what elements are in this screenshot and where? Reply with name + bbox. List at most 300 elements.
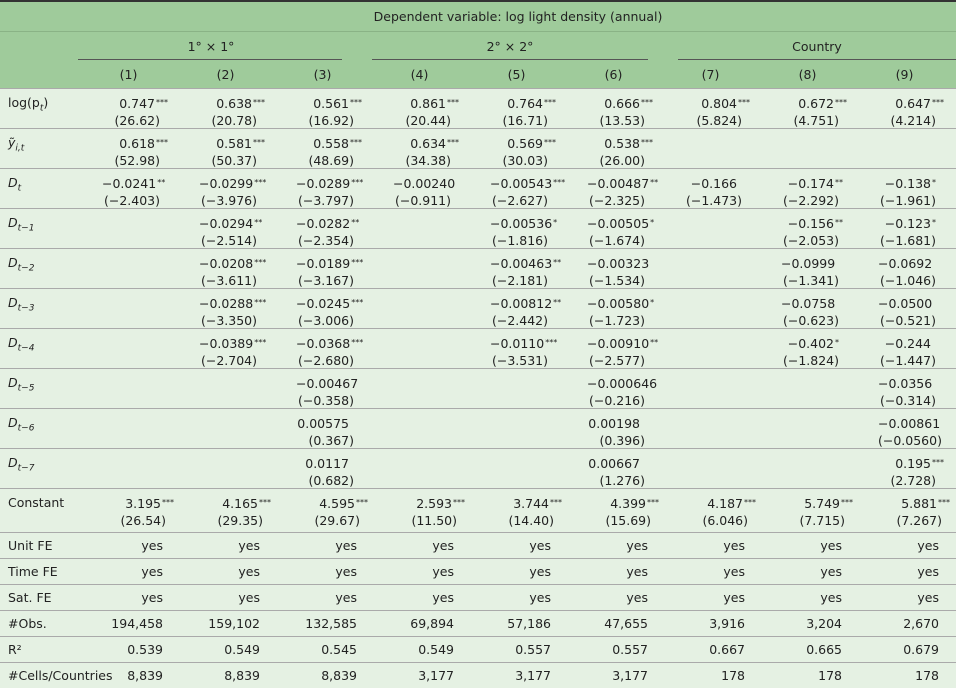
coefficient-value: 0.747 [119, 96, 155, 111]
coefficient-value: −0.0282 [296, 216, 351, 231]
table-cell: yes [917, 590, 939, 605]
row-label [0, 489, 80, 532]
significance-stars: * [932, 178, 936, 187]
table-cell [662, 129, 759, 168]
coefficient-block [587, 255, 650, 289]
coefficient-value: 3.744 [513, 496, 549, 511]
table-row [0, 662, 956, 688]
table-cell [856, 209, 953, 248]
row-label [0, 369, 80, 408]
table-cell: yes [432, 590, 454, 605]
table-cell [177, 129, 274, 168]
significance-stars: * [650, 298, 655, 307]
significance-stars: *** [447, 138, 459, 147]
coefficient-block [399, 495, 465, 529]
row-label-main: D [8, 375, 18, 390]
coefficient [684, 95, 750, 112]
row-label-main: D [8, 415, 18, 430]
row-label [0, 449, 80, 488]
coefficient [587, 415, 645, 432]
t-statistic: (26.00) [599, 153, 645, 168]
t-statistic: (−2.354) [297, 233, 354, 248]
table-cell [565, 409, 662, 448]
coefficient [878, 295, 936, 312]
coefficient-value: −0.166 [690, 176, 737, 191]
coefficient-block [302, 495, 368, 529]
table-cell: 0.549 [418, 642, 454, 657]
coefficient-value: −0.0208 [199, 256, 254, 271]
table-cell [274, 409, 371, 448]
coefficient-value: −0.00580 [587, 296, 650, 311]
coefficient-value: 0.804 [701, 96, 737, 111]
row-label-main: Constant [8, 495, 65, 510]
table-cell: yes [917, 564, 939, 579]
significance-stars: *** [744, 498, 756, 507]
column-number: (4) [410, 66, 429, 82]
table-cell [468, 289, 565, 328]
coefficient-block [490, 175, 566, 209]
t-statistic: (−1.723) [588, 313, 645, 328]
table-cell [662, 89, 759, 128]
coefficient-block [878, 455, 944, 489]
table-cell: 178 [721, 668, 745, 683]
t-statistic: (−3.797) [297, 193, 354, 208]
t-statistic: (15.69) [605, 513, 651, 528]
coefficient-block [878, 415, 942, 449]
coefficient [781, 295, 839, 312]
coefficient-block [490, 255, 562, 289]
row-label: Unit FE [8, 538, 53, 553]
row-label: #Obs. [8, 616, 47, 631]
t-statistic: (50.37) [211, 153, 257, 168]
coefficient-block [587, 95, 653, 129]
coefficient-value: −0.00543 [490, 176, 553, 191]
table-cell [856, 449, 953, 488]
table-cell [759, 449, 856, 488]
table-cell: 3,916 [709, 616, 745, 631]
significance-stars: *** [453, 498, 465, 507]
table-cell [371, 289, 468, 328]
coefficient-value: 0.764 [507, 96, 543, 111]
table-cell [662, 329, 759, 368]
table-row [0, 636, 956, 662]
row-label-subscript: t−6 [17, 423, 35, 434]
t-statistic: (0.396) [599, 433, 645, 448]
coefficient [199, 255, 267, 272]
table-row [0, 584, 956, 610]
coefficient-block [490, 95, 556, 129]
significance-stars: * [650, 218, 655, 227]
table-cell [759, 369, 856, 408]
coefficient-value: 0.561 [313, 96, 349, 111]
row-label-subscript: i,t [15, 143, 25, 154]
coefficient [878, 255, 936, 272]
coefficient-block [199, 215, 263, 249]
t-statistic: (−1.341) [782, 273, 839, 288]
t-statistic: (−3.531) [491, 353, 548, 368]
table-cell [177, 369, 274, 408]
coefficient [490, 135, 556, 152]
coefficient-block [878, 215, 936, 249]
significance-stars: *** [356, 498, 368, 507]
table-cell [468, 329, 565, 368]
coefficient-block [587, 135, 653, 169]
coefficient-block [296, 415, 354, 449]
t-statistic: (14.40) [508, 513, 554, 528]
coefficient-block [587, 175, 659, 209]
t-statistic: (−2.181) [491, 273, 548, 288]
coefficient [393, 175, 456, 192]
t-statistic: (29.67) [314, 513, 360, 528]
table-cell [856, 409, 953, 448]
t-statistic: (−3.006) [297, 313, 354, 328]
coefficient [787, 495, 853, 512]
table-cell: 132,585 [305, 616, 357, 631]
coefficient [102, 135, 168, 152]
table-cell [371, 169, 468, 208]
t-statistic: (2.728) [890, 473, 936, 488]
significance-stars: *** [254, 338, 267, 347]
row-label [0, 209, 80, 248]
coefficient-value: 0.569 [507, 136, 543, 151]
table-cell [856, 369, 953, 408]
column-number: (2) [216, 66, 235, 82]
t-statistic: (−2.442) [491, 313, 548, 328]
coefficient-value: 5.749 [804, 496, 840, 511]
significance-stars: *** [641, 98, 653, 107]
significance-stars: *** [253, 138, 265, 147]
coefficient [878, 95, 944, 112]
coefficient-block [587, 215, 655, 249]
table-cell [177, 169, 274, 208]
table-cell: 8,839 [224, 668, 260, 683]
coefficient-value: 0.634 [410, 136, 446, 151]
row-label-main: D [8, 295, 18, 310]
coefficient-block [878, 295, 936, 329]
coefficient-block [199, 335, 267, 369]
table-cell: 159,102 [208, 616, 260, 631]
coefficient-block [199, 255, 267, 289]
table-cell [274, 289, 371, 328]
table-cell [565, 209, 662, 248]
coefficient-block [781, 335, 839, 369]
coefficient-block [490, 135, 556, 169]
coefficient-value: −0.0110 [490, 336, 545, 351]
coefficient-block [102, 175, 166, 209]
column-number: (6) [604, 66, 623, 82]
t-statistic: (−0.314) [879, 393, 936, 408]
coefficient-block [490, 335, 558, 369]
coefficient-block [781, 175, 843, 209]
table-cell: 0.549 [224, 642, 260, 657]
coefficient-value: 5.881 [901, 496, 937, 511]
table-cell [80, 449, 177, 488]
table-cell [662, 289, 759, 328]
coefficient-value: −0.0999 [781, 256, 836, 271]
row-label-subscript: t−3 [17, 303, 35, 314]
header-row-column-numbers [0, 60, 956, 88]
coefficient-value: −0.00861 [878, 416, 941, 431]
t-statistic: (6.046) [702, 513, 748, 528]
table-cell: yes [529, 538, 551, 553]
table-row [0, 168, 956, 208]
table-row [0, 128, 956, 168]
coefficient-value: −0.0758 [781, 296, 836, 311]
coefficient-value: −0.0500 [878, 296, 933, 311]
table-cell [274, 489, 371, 532]
coefficient [393, 95, 459, 112]
coefficient [490, 335, 558, 352]
table-cell [80, 289, 177, 328]
significance-stars: *** [932, 98, 944, 107]
significance-stars: *** [351, 258, 364, 267]
row-label-subscript: t−5 [17, 383, 35, 394]
coefficient-block [587, 335, 659, 369]
coefficient-block [296, 135, 362, 169]
t-statistic: (−1.046) [879, 273, 936, 288]
table-cell [177, 409, 274, 448]
t-statistic: (−1.473) [685, 193, 742, 208]
t-statistic: (48.69) [308, 153, 354, 168]
coefficient-value: 0.195 [895, 456, 931, 471]
table-cell: yes [335, 590, 357, 605]
coefficient-value: 0.558 [313, 136, 349, 151]
coefficient-block [593, 495, 659, 529]
coefficient-block [781, 255, 839, 289]
coefficient-value: −0.00240 [393, 176, 456, 191]
table-cell: yes [917, 538, 939, 553]
table-cell [468, 449, 565, 488]
coefficient [878, 455, 944, 472]
table-cell [662, 449, 759, 488]
table-cell [80, 329, 177, 368]
table-cell [177, 89, 274, 128]
t-statistic: (−0.911) [394, 193, 451, 208]
table-cell: yes [820, 590, 842, 605]
t-statistic: (34.38) [405, 153, 451, 168]
coefficient [199, 335, 267, 352]
table-cell [759, 409, 856, 448]
significance-stars: *** [351, 338, 364, 347]
row-label [0, 289, 80, 328]
table-cell [856, 169, 953, 208]
table-row [0, 488, 956, 532]
table-cell [662, 209, 759, 248]
coefficient-block [884, 495, 950, 529]
t-statistic: (−3.350) [200, 313, 257, 328]
table-cell [371, 89, 468, 128]
table-cell: yes [432, 538, 454, 553]
coefficient-block [587, 375, 658, 409]
table-cell [759, 169, 856, 208]
table-cell [468, 409, 565, 448]
significance-stars: *** [544, 138, 556, 147]
significance-stars: *** [938, 498, 950, 507]
coefficient-block [199, 295, 267, 329]
coefficient [878, 375, 936, 392]
coefficient-block [587, 415, 645, 449]
table-cell [468, 129, 565, 168]
column-number: (7) [701, 66, 720, 82]
coefficient [490, 95, 556, 112]
significance-stars: ** [157, 178, 166, 187]
t-statistic: (20.44) [405, 113, 451, 128]
table-cell: 3,204 [806, 616, 842, 631]
table-cell: yes [335, 538, 357, 553]
t-statistic: (−2.325) [588, 193, 645, 208]
column-number: (8) [798, 66, 817, 82]
table-row [0, 448, 956, 488]
t-statistic: (−2.053) [782, 233, 839, 248]
table-cell [468, 489, 565, 532]
table-cell: 57,186 [507, 616, 551, 631]
table-cell: 8,839 [321, 668, 357, 683]
column-number: (3) [313, 66, 332, 82]
coefficient-value: 0.581 [216, 136, 252, 151]
table-row [0, 368, 956, 408]
coefficient-value: −0.0288 [199, 296, 254, 311]
coefficient-block [781, 215, 843, 249]
significance-stars: ** [650, 178, 659, 187]
table-body [0, 88, 956, 688]
coefficient-block [684, 175, 742, 209]
row-label-subscript: t−1 [17, 223, 35, 234]
table-cell: yes [529, 564, 551, 579]
table-cell: yes [335, 564, 357, 579]
table-cell [80, 129, 177, 168]
table-row [0, 558, 956, 584]
coefficient-value: −0.00323 [587, 256, 650, 271]
coefficient-value: −0.00505 [587, 216, 650, 231]
coefficient-block [787, 495, 853, 529]
table-cell [80, 169, 177, 208]
row-label [0, 129, 80, 168]
table-cell [371, 209, 468, 248]
coefficient [199, 95, 265, 112]
coefficient-block [878, 335, 936, 369]
coefficient-value: −0.244 [884, 336, 931, 351]
coefficient-value: 4.165 [222, 496, 258, 511]
coefficient-block [781, 95, 847, 129]
significance-stars: *** [647, 498, 659, 507]
coefficient [102, 175, 166, 192]
significance-stars: *** [544, 98, 556, 107]
coefficient-block [296, 175, 364, 209]
t-statistic: (−3.976) [200, 193, 257, 208]
row-label [0, 249, 80, 288]
table-cell [274, 169, 371, 208]
table-cell [468, 169, 565, 208]
coefficient-block [690, 495, 756, 529]
row-label [0, 89, 80, 128]
significance-stars: * [553, 218, 558, 227]
coefficient [199, 215, 263, 232]
coefficient [490, 255, 562, 272]
table-cell [565, 289, 662, 328]
t-statistic: (−2.627) [491, 193, 548, 208]
row-label: R² [8, 642, 22, 657]
significance-stars: *** [835, 98, 847, 107]
coefficient [296, 295, 364, 312]
coefficient [296, 455, 354, 472]
t-statistic: (1.276) [599, 473, 645, 488]
table-cell [468, 369, 565, 408]
table-cell: 3,177 [515, 668, 551, 683]
coefficient-value: −0.00467 [296, 376, 359, 391]
table-cell [80, 489, 177, 532]
table-cell [856, 289, 953, 328]
coefficient [296, 255, 364, 272]
coefficient [296, 95, 362, 112]
table-cell [856, 329, 953, 368]
table-cell: 0.679 [903, 642, 939, 657]
coefficient [587, 175, 659, 192]
table-cell: 0.665 [806, 642, 842, 657]
table-cell [759, 489, 856, 532]
coefficient-value: −0.123 [884, 216, 931, 231]
t-statistic: (13.53) [599, 113, 645, 128]
t-statistic: (−1.674) [588, 233, 645, 248]
t-statistic: (26.62) [114, 113, 160, 128]
t-statistic: (−2.514) [200, 233, 257, 248]
table-cell: yes [723, 564, 745, 579]
significance-stars: *** [254, 178, 267, 187]
t-statistic: (−1.961) [879, 193, 936, 208]
table-cell [662, 489, 759, 532]
coefficient [399, 495, 465, 512]
t-statistic: (−2.704) [200, 353, 257, 368]
significance-stars: * [932, 218, 936, 227]
coefficient [781, 255, 839, 272]
coefficient [587, 375, 658, 392]
coefficient-block [490, 295, 562, 329]
t-statistic: (0.367) [308, 433, 354, 448]
coefficient-block [108, 495, 174, 529]
coefficient [199, 295, 267, 312]
coefficient-value: 0.861 [410, 96, 446, 111]
t-statistic: (−2.680) [297, 353, 354, 368]
table-row [0, 328, 956, 368]
row-label: Time FE [8, 564, 58, 579]
table-cell: yes [626, 564, 648, 579]
row-label-main: D [8, 335, 18, 350]
coefficient-block [878, 95, 944, 129]
table-row [0, 288, 956, 328]
significance-stars: *** [447, 98, 459, 107]
significance-stars: *** [738, 98, 750, 107]
dependent-variable-title: Dependent variable: log light density (annual) [373, 9, 663, 24]
coefficient [205, 495, 271, 512]
table-cell [274, 449, 371, 488]
table-cell [177, 209, 274, 248]
table-cell: 2,670 [903, 616, 939, 631]
coefficient [199, 175, 267, 192]
table-cell [759, 89, 856, 128]
coefficient [108, 495, 174, 512]
coefficient-value: −0.0299 [199, 176, 254, 191]
table-cell: 0.667 [709, 642, 745, 657]
table-cell: 3,177 [612, 668, 648, 683]
coefficient [296, 375, 359, 392]
coefficient-value: −0.0368 [296, 336, 351, 351]
coefficient-value: 0.538 [604, 136, 640, 151]
table-cell [759, 289, 856, 328]
coefficient [781, 175, 843, 192]
table-cell: 0.557 [515, 642, 551, 657]
table-cell: 69,894 [410, 616, 454, 631]
significance-stars: *** [350, 138, 362, 147]
coefficient-value: 0.666 [604, 96, 640, 111]
